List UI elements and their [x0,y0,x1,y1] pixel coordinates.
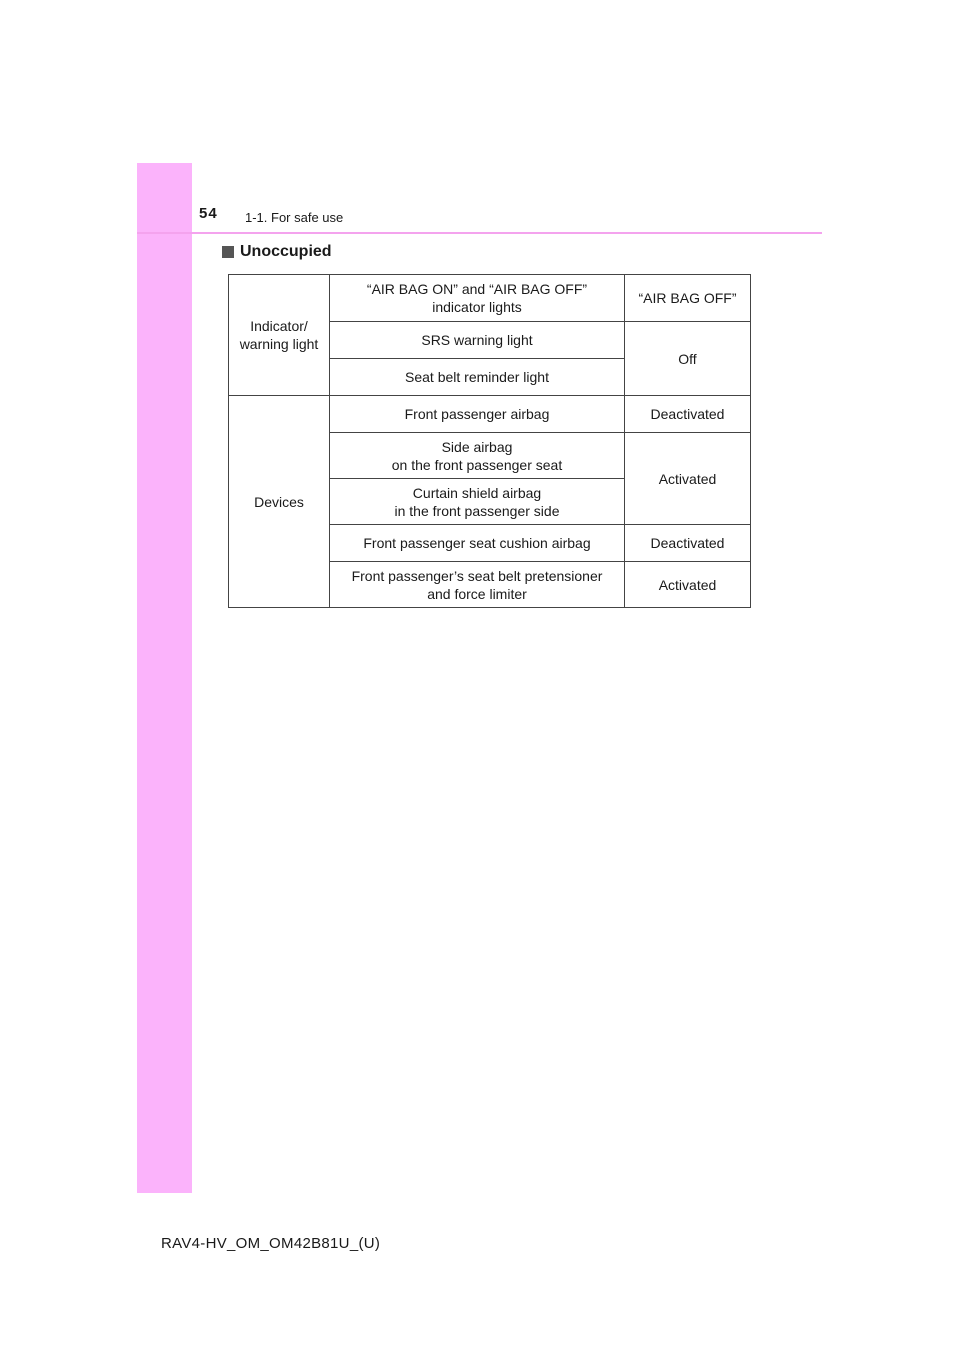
side-tab [137,163,192,1193]
table-cell-status: Activated [625,433,751,525]
header-rule [137,232,822,234]
heading-text: Unoccupied [240,243,332,260]
table-row [229,396,751,433]
table-cell-item: Seat belt reminder light [330,359,625,396]
page-number: 54 [199,205,218,222]
group-label-indicator: Indicator/ warning light [229,275,330,396]
table-cell-status: Off [625,322,751,396]
table-cell-item: Front passenger’s seat belt pretensioner and force limiter [330,562,625,608]
square-icon [222,246,234,258]
section-heading [222,243,332,261]
table-row [229,275,751,322]
table-cell-item: Front passenger airbag [330,396,625,433]
table-cell-status: “AIR BAG OFF” [625,275,751,322]
section-title: 1-1. For safe use [245,210,344,225]
group-label-devices: Devices [229,396,330,608]
table-cell-item: Front passenger seat cushion airbag [330,525,625,562]
table-cell-item: Side airbag on the front passenger seat [330,433,625,479]
document-code: RAV4-HV_OM_OM42B81U_(U) [161,1235,381,1252]
table-cell-status: Activated [625,562,751,608]
table-cell-item: “AIR BAG ON” and “AIR BAG OFF” indicator lights [330,275,625,322]
table-cell-status: Deactivated [625,396,751,433]
table-cell-status: Deactivated [625,525,751,562]
status-table [228,274,751,608]
table-cell-item: Curtain shield airbag in the front passenger side [330,479,625,525]
table-cell-item: SRS warning light [330,322,625,359]
